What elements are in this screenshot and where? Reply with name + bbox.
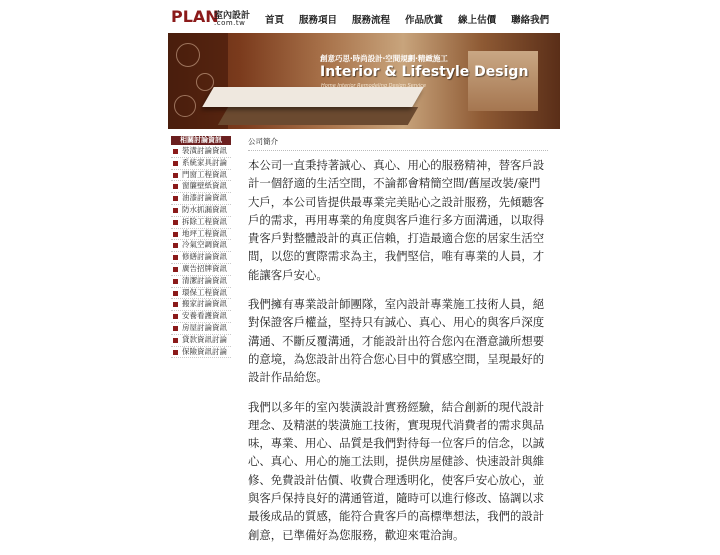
sidebar-item-label: 環保工程資訊 [182,287,227,297]
sidebar-item-label: 貸款資訊討論 [182,334,227,344]
sidebar-item-label: 安養看護資訊 [182,311,227,321]
sidebar-item[interactable] [171,158,231,170]
sidebar [171,136,231,358]
sidebar-list [171,146,231,358]
sidebar-item[interactable] [171,335,231,347]
sidebar-item-label: 系統家具討論 [182,157,227,167]
square-bullet-icon [173,196,178,201]
team-paragraph: 我們擁有專業設計師團隊，室內設計專業施工技術人員，絕對保證客戶權益，堅持只有誠心、真心、用心的與客戶深度溝通、不斷反覆溝通，才能設計出符合您內在潛意識所想要的意境，為您設計出符合您心目中的質感空間，呈現最好的設計作品給您。 [248,297,545,385]
sidebar-item-label: 搬家討論資訊 [182,299,227,309]
nav-item-4[interactable]: 作品欣賞 [405,15,444,26]
table-base [218,107,418,125]
sidebar-item[interactable] [171,264,231,276]
nav-item-3[interactable]: 服務流程 [352,15,391,26]
sidebar-item-label: 保險資訊討論 [182,346,227,356]
banner-subtitle: 創意巧思‧時尚設計‧空間規劃‧精緻施工 [320,54,448,63]
sidebar-item[interactable] [171,193,231,205]
sidebar-item-label: 冷氣空調資訊 [182,240,227,250]
square-bullet-icon [173,243,178,248]
nav-item-6[interactable]: 聯絡我們 [511,15,550,26]
logo-domain-text: .com.tw [214,19,246,27]
sidebar-item[interactable] [171,205,231,217]
sidebar-item[interactable] [171,276,231,288]
sidebar-item-label: 清潔討論資訊 [182,275,227,285]
square-bullet-icon [173,279,178,284]
square-bullet-icon [173,255,178,260]
square-bullet-icon [173,173,178,178]
square-bullet-icon [173,326,178,331]
square-bullet-icon [173,291,178,296]
sidebar-item[interactable] [171,323,231,335]
nav-item-2[interactable]: 服務項目 [299,15,338,26]
sidebar-item-label: 門窗工程資訊 [182,169,227,179]
page [168,0,560,540]
square-bullet-icon [173,267,178,272]
sidebar-item[interactable] [171,181,231,193]
banner-title: Interior & Lifestyle Design [320,64,529,80]
sidebar-item[interactable] [171,288,231,300]
sidebar-item-label: 防水抓漏資訊 [182,204,227,214]
sidebar-item[interactable] [171,299,231,311]
square-bullet-icon [173,338,178,343]
sidebar-item-label: 地坪工程資訊 [182,228,227,238]
sidebar-heading: 相關討論資訊 [171,136,231,145]
flower-ornament [196,73,214,91]
nav-item-1[interactable]: 首頁 [265,15,285,26]
square-bullet-icon [173,232,178,237]
hero-banner [168,33,560,129]
experience-paragraph: 我們以多年的室內裝潢設計實務經驗，結合創新的現代設計理念、及精湛的裝潢施工技術，實現現代消費者的需求與品味，專業、用心、品質是我們對待每一位客戶的信念，以誠心、真心、用心的施工法則，提供房屋健診、快速設計與維修、免費設計估價、收費合理透明化，使客戶安心放心，並與客戶保持良好的溝通管道，隨時可以進行修改、協調以求最後成品的質感，能符合貴客戶的高標準想法，我們的設計創意，已準備好為您服務，歡迎來電洽詢。 [248,399,545,542]
main-nav [265,12,564,26]
dining-table [202,87,424,107]
sidebar-item[interactable] [171,170,231,182]
banner-tagline: Home Interior Remodeling Design Service [321,83,426,89]
logo-chinese-text: 室內設計 [214,11,251,21]
sidebar-item[interactable] [171,146,231,158]
square-bullet-icon [173,302,178,307]
sidebar-item-label: 窗簾壁紙資訊 [182,181,227,191]
logo-plan-text: PLAN [171,7,219,26]
sidebar-item[interactable] [171,311,231,323]
intro-paragraph: 本公司一直秉持著誠心、真心、用心的服務精神，替客戶設計一個舒適的生活空間，不論都會精簡空間/舊屋改裝/豪門大戶，本公司皆提供最專業完美貼心之設計服務，先傾聽客戶的需求，再用專業的角度與客戶進行多方面溝通，以取得貴客戶對整體設計的真正信賴，打造最適合您的居家生活空間，以您的實際需求為主，我們堅信，唯有專業的人員，才能讓客戶安心。 [248,158,545,282]
square-bullet-icon [173,161,178,166]
square-bullet-icon [173,350,178,355]
sidebar-item-label: 廣告招牌資訊 [182,263,227,273]
square-bullet-icon [173,184,178,189]
sidebar-item[interactable] [171,229,231,241]
flower-ornament [174,95,196,117]
nav-item-5[interactable]: 線上估價 [458,15,497,26]
square-bullet-icon [173,208,178,213]
sidebar-item-label: 拆除工程資訊 [182,216,227,226]
section-title: 公司簡介 [248,136,548,151]
wall-cabinet [468,51,538,111]
sidebar-item-label: 裝潢討論資訊 [182,146,227,155]
sidebar-item[interactable] [171,252,231,264]
sidebar-item[interactable] [171,347,231,359]
square-bullet-icon [173,314,178,319]
square-bullet-icon [173,220,178,225]
flower-ornament [176,43,200,67]
sidebar-item[interactable] [171,240,231,252]
main-content [248,136,548,555]
site-header [168,0,560,32]
sidebar-item-label: 油漆討論資訊 [182,193,227,203]
sidebar-item-label: 修繕討論資訊 [182,252,227,262]
square-bullet-icon [173,149,178,154]
floral-wallpaper [168,33,228,129]
sidebar-item-label: 房屋討論資訊 [182,322,227,332]
sidebar-item[interactable] [171,217,231,229]
